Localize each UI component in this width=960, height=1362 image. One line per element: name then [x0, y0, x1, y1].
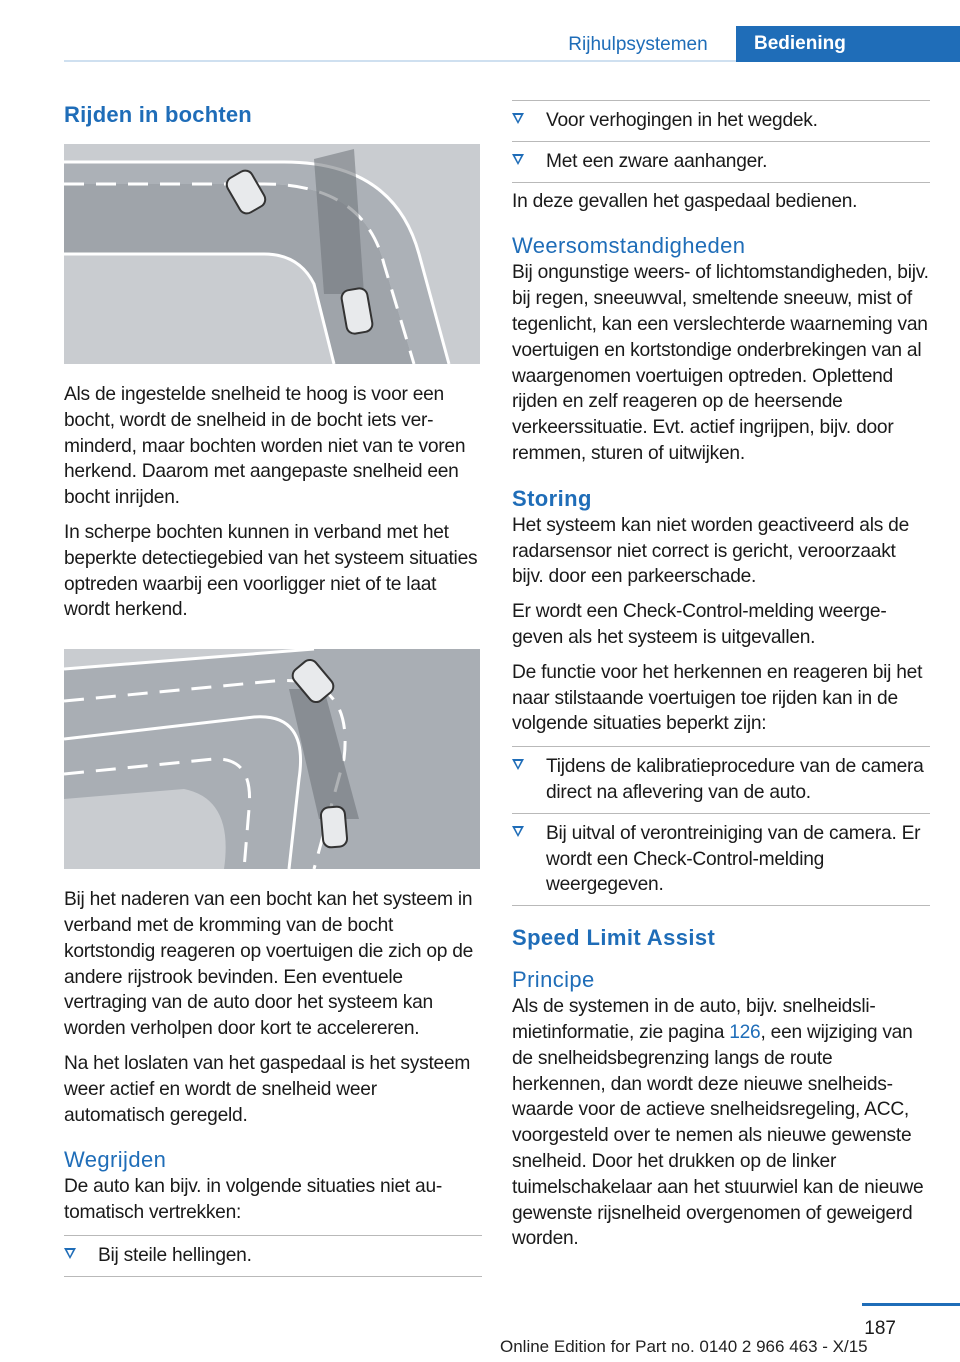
list-wegrijden-continued [512, 100, 930, 183]
section-wegrijden [64, 1146, 482, 1276]
heading-speed-limit-assist: Speed Limit Assist [512, 925, 716, 951]
paragraph-bochten-4: Na het loslaten van het gaspedaal is het systeem weer actief en wordt de snelheid weer automatisch geregeld. [64, 1052, 471, 1126]
paragraph-weersomstandigheden: Bij ongunstige weers- of lichtomstandigheden, bijv. bij regen, sneeuwval, smeltende sneeuw, mist of tegenlicht, kan een verslechterde waarneming van voertuigen en kortstondige onderbrekingen van al waargenomen voertuigen optreden. Oplettend rijden en zelf reageren op de heersende verkeerssituatie. Evt. actief ingrijpen, bijv. door remmen, sturen of uitwijken. [512, 262, 929, 464]
section-weersomstandigheden [512, 232, 930, 466]
footer-rule [862, 1303, 960, 1306]
footer-edition-note: Online Edition for Part no. 0140 2 966 463 - X/15 [500, 1337, 868, 1356]
illustration-curve-adjacent-lane [64, 649, 480, 869]
paragraph-storing-1: Het systeem kan niet worden geactiveerd als de radarsensor niet correct is gericht, veroorzaakt bijv. door een parkeerschade. [512, 514, 909, 588]
right-column [512, 100, 930, 1261]
left-column [64, 100, 482, 1283]
list-item: Tijdens de kalibratieprocedure van de camera direct na aflevering van de auto. [512, 747, 930, 814]
triangle-bullet-icon [512, 154, 524, 165]
section-storing [512, 485, 930, 906]
triangle-bullet-icon [64, 1248, 76, 1259]
list-item: Bij steile hellingen. [64, 1236, 482, 1277]
page-link-126[interactable]: 126 [729, 1021, 761, 1043]
paragraph-storing-2: Er wordt een Check-Control-melding weergegeven als het systeem is uitgevallen. [512, 601, 887, 648]
triangle-bullet-icon [512, 759, 524, 770]
paragraph-bochten-3: Bij het naderen van een bocht kan het systeem in verband met de kromming van de bocht kortstondig reageren op voertuigen die zich op de andere rijstrook bevinden. Een eventuele vertraging van de auto door het systeem kan worden verholpen door kort te accelereren. [64, 889, 474, 1040]
paragraph-bochten-2: In scherpe bochten kunnen in verband met het beperkte detectiegebied van het systeem situaties optreden waarbij een voorligger niet of te laat wordt herkend. [64, 521, 478, 621]
heading-principe: Principe [512, 967, 595, 993]
page-number: 187 [864, 1318, 896, 1339]
list-storing [512, 746, 930, 906]
paragraph-principe: Als de systemen in de auto, bijv. snelheidslimietinformatie, zie pagina 126, een wijziging van de snelheidsbegrenzing langs de route herkennen, dan wordt deze nieuwe snelheidswaarde voor de actieve snelheidsregeling, ACC, voorgesteld over te nemen als nieuwe gewenste snelheid. Door het drukken op de linker tuimelschakelaar aan het stuurwiel kan de nieuwe gewenste rijsnelheid overgenomen of geweigerd worden. [512, 996, 924, 1250]
heading-wegrijden: Wegrijden [64, 1147, 167, 1173]
paragraph-gaspedaal: In deze gevallen het gaspedaal bedienen. [512, 190, 858, 212]
list-item: Voor verhogingen in het wegdek. [512, 101, 930, 142]
triangle-bullet-icon [512, 113, 524, 124]
header-section-label: Rijhulpsystemen [568, 34, 708, 55]
section-speed-limit-assist [512, 924, 930, 1252]
paragraph-storing-3: De functie voor het herkennen en reageren bij het naar stilstaande voertuigen toe rijden kan in de volgende situaties beperkt zijn: [512, 661, 923, 735]
heading-weersomstandigheden: Weersomstandigheden [512, 233, 746, 259]
heading-rijden-in-bochten: Rijden in bochten [64, 102, 252, 127]
header-chapter-tab: Bediening [736, 26, 960, 62]
list-wegrijden [64, 1235, 482, 1277]
illustration-curve-ahead [64, 144, 480, 364]
paragraph-bochten-1: Als de ingestelde snelheid te hoog is voor een bocht, wordt de snelheid in de bocht iets verminderd, maar bochten worden niet van te voren herkend. Daarom met aangepaste snelheid een bocht inrijden. [64, 384, 466, 509]
triangle-bullet-icon [512, 826, 524, 837]
list-item: Bij uitval of verontreiniging van de camera. Er wordt een Check-Control-melding weergegeven. [512, 814, 930, 906]
list-item: Met een zware aanhanger. [512, 142, 930, 183]
heading-storing: Storing [512, 485, 592, 511]
paragraph-wegrijden: De auto kan bijv. in volgende situaties niet automatisch vertrekken: [64, 1176, 443, 1224]
